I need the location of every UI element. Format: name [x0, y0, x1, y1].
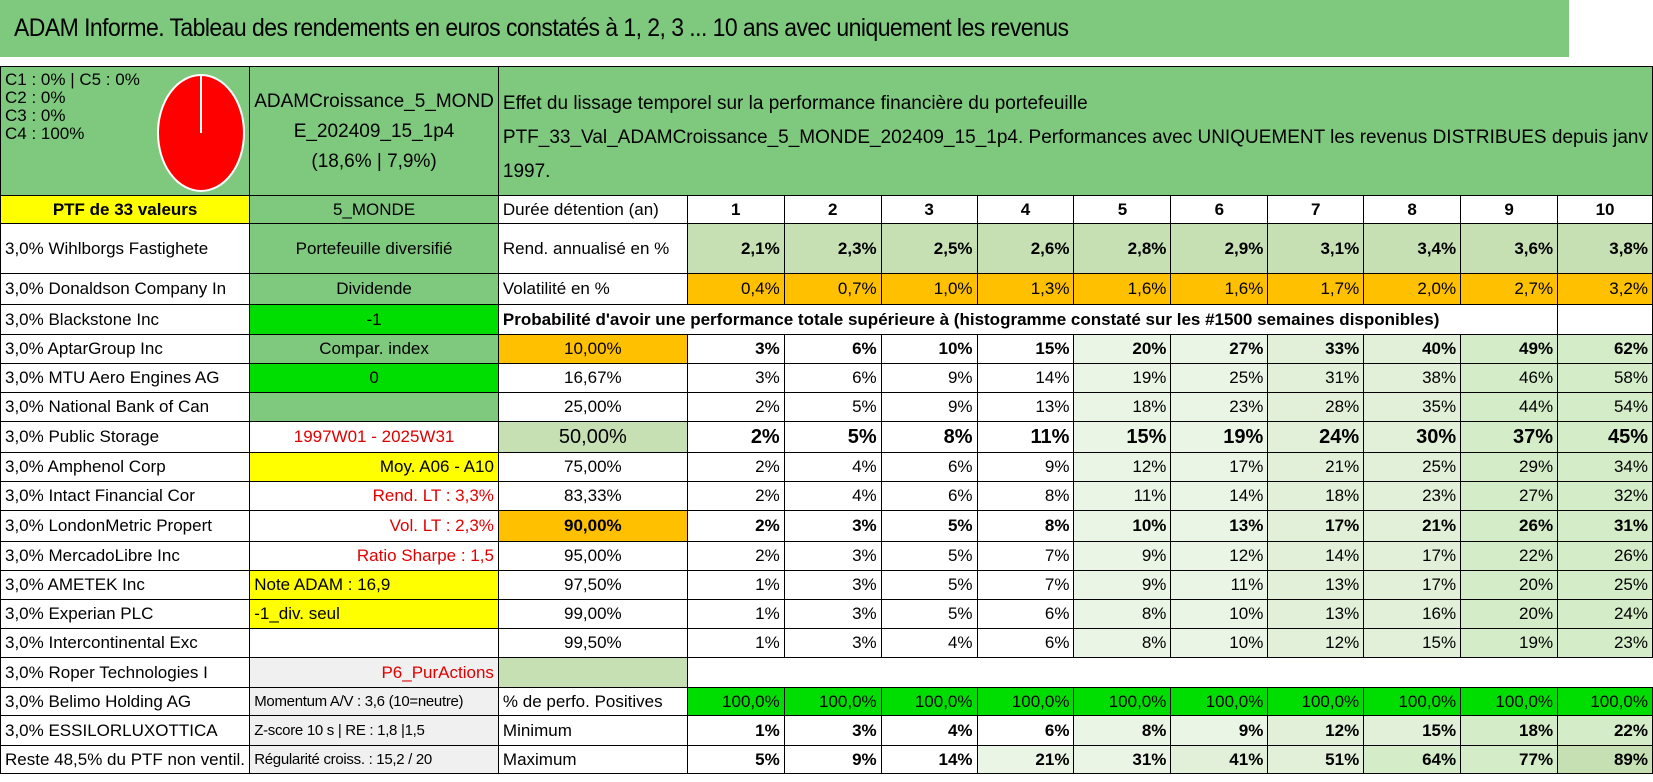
proba-value: 13% — [1268, 600, 1364, 629]
proba-value: 23% — [1558, 629, 1653, 658]
proba-value: 37% — [1461, 422, 1558, 453]
holding-row: 3,0% Intact Financial Cor — [1, 482, 250, 511]
rend-value: 2,9% — [1171, 224, 1268, 274]
proba-label-spacer — [1558, 305, 1653, 335]
max-value: 31% — [1074, 746, 1171, 774]
proba-value: 17% — [1364, 542, 1461, 571]
proba-value: 3% — [687, 335, 784, 364]
proba-value: 27% — [1171, 335, 1268, 364]
proba-value: 62% — [1558, 335, 1653, 364]
proba-value: 9% — [881, 393, 977, 422]
proba-value: 7% — [977, 571, 1074, 600]
holding-row: 3,0% Experian PLC — [1, 600, 250, 629]
proba-value: 25% — [1364, 453, 1461, 482]
min-value: 3% — [784, 716, 881, 746]
min-value: 15% — [1364, 716, 1461, 746]
rend-value: 2,6% — [977, 224, 1074, 274]
rend-value: 3,4% — [1364, 224, 1461, 274]
proba-value: 45% — [1558, 422, 1653, 453]
proba-value: 5% — [784, 422, 881, 453]
year-header: 2 — [784, 196, 881, 224]
proba-value: 26% — [1558, 542, 1653, 571]
proba-value: 5% — [881, 571, 977, 600]
proba-value: 23% — [1364, 482, 1461, 511]
proba-value: 8% — [881, 422, 977, 453]
vol-value: 2,7% — [1461, 274, 1558, 305]
max-value: 77% — [1461, 746, 1558, 774]
proba-threshold: 25,00% — [498, 393, 687, 422]
holding-row: 3,0% Public Storage — [1, 422, 250, 453]
proba-value: 6% — [784, 335, 881, 364]
proba-value: 2% — [687, 511, 784, 542]
proba-value: 12% — [1074, 453, 1171, 482]
proba-value: 9% — [977, 453, 1074, 482]
proba-value: 5% — [784, 393, 881, 422]
proba-value: 24% — [1558, 600, 1653, 629]
proba-value: 14% — [1171, 482, 1268, 511]
proba-value: 14% — [1268, 542, 1364, 571]
pos-value: 100,0% — [1461, 688, 1558, 716]
ptf-count-label: PTF de 33 valeurs — [1, 196, 250, 224]
vol-value: 0,7% — [784, 274, 881, 305]
min-value: 4% — [881, 716, 977, 746]
composition-cell — [1, 67, 250, 196]
proba-value: 11% — [1074, 482, 1171, 511]
vol-value: 1,3% — [977, 274, 1074, 305]
proba-value: 2% — [687, 542, 784, 571]
min-value: 9% — [1171, 716, 1268, 746]
max-value: 51% — [1268, 746, 1364, 774]
proba-value: 30% — [1364, 422, 1461, 453]
note-adam-label: Note ADAM : 16,9 — [250, 571, 499, 600]
pos-value: 100,0% — [1074, 688, 1171, 716]
proba-value: 6% — [977, 629, 1074, 658]
proba-value: 5% — [881, 511, 977, 542]
vol-value: 1,0% — [881, 274, 977, 305]
proba-threshold: 99,00% — [498, 600, 687, 629]
proba-value: 3% — [784, 542, 881, 571]
composition-c1-c5: C1 : 0% | C5 : 0% — [5, 70, 140, 89]
proba-value: 19% — [1171, 422, 1268, 453]
proba-value: 20% — [1461, 600, 1558, 629]
holding-row: 3,0% Intercontinental Exc — [1, 629, 250, 658]
indicator-minus-one: -1 — [250, 305, 499, 335]
proba-value: 19% — [1074, 364, 1171, 393]
pos-value: 100,0% — [687, 688, 784, 716]
proba-value: 15% — [1074, 422, 1171, 453]
proba-value: 26% — [1461, 511, 1558, 542]
max-label: Maximum — [498, 746, 687, 774]
performance-table — [0, 66, 1653, 774]
pos-label: % de perfo. Positives — [498, 688, 687, 716]
proba-value: 31% — [1558, 511, 1653, 542]
vol-value: 1,6% — [1074, 274, 1171, 305]
holding-row: 3,0% AptarGroup Inc — [1, 335, 250, 364]
holding-row: 3,0% Donaldson Company In — [1, 274, 250, 305]
proba-value: 21% — [1268, 453, 1364, 482]
rend-label: Rend. annualisé en % — [498, 224, 687, 274]
min-value: 18% — [1461, 716, 1558, 746]
year-header: 10 — [1558, 196, 1653, 224]
proba-value: 44% — [1461, 393, 1558, 422]
proba-value: 3% — [784, 629, 881, 658]
rend-value: 2,8% — [1074, 224, 1171, 274]
vol-value: 1,7% — [1268, 274, 1364, 305]
year-header: 6 — [1171, 196, 1268, 224]
dividend-label: Dividende — [250, 274, 499, 305]
rend-value: 2,5% — [881, 224, 977, 274]
proba-value: 3% — [784, 511, 881, 542]
proba-value: 8% — [977, 511, 1074, 542]
year-header: 5 — [1074, 196, 1171, 224]
rend-value: 2,1% — [687, 224, 784, 274]
description-line3: 1997. — [502, 161, 551, 182]
portfolio-name-line1: ADAMCroissance_5_MOND — [254, 91, 494, 112]
composition-c4: C4 : 100% — [5, 124, 85, 143]
proba-threshold: 95,00% — [498, 542, 687, 571]
proba-value: 22% — [1461, 542, 1558, 571]
proba-value: 4% — [881, 629, 977, 658]
proba-threshold: 97,50% — [498, 571, 687, 600]
description-line1: Effet du lissage temporel sur la performance financière du portefeuille — [502, 93, 1088, 114]
max-value: 64% — [1364, 746, 1461, 774]
holding-row: 3,0% Belimo Holding AG — [1, 688, 250, 716]
sharpe-label: Ratio Sharpe : 1,5 — [250, 542, 499, 571]
proba-value: 12% — [1268, 629, 1364, 658]
rend-value: 3,1% — [1268, 224, 1364, 274]
proba-value: 10% — [1074, 511, 1171, 542]
max-value: 5% — [687, 746, 784, 774]
proba-value: 9% — [1074, 542, 1171, 571]
description-line2: PTF_33_Val_ADAMCroissance_5_MONDE_202409_15_1p4. Performances avec UNIQUEMENT les revenus DISTRIBUES depuis janv — [502, 127, 1648, 148]
proba-value: 17% — [1364, 571, 1461, 600]
holding-row: 3,0% MercadoLibre Inc — [1, 542, 250, 571]
proba-value: 3% — [784, 600, 881, 629]
vol-value: 1,6% — [1171, 274, 1268, 305]
proba-value: 2% — [687, 422, 784, 453]
empty-info-cell — [250, 393, 499, 422]
proba-value: 7% — [977, 542, 1074, 571]
holding-row: Reste 48,5% du PTF non ventil. — [1, 746, 250, 774]
proba-label: Probabilité d'avoir une performance totale supérieure à (histogramme constaté sur les #1500 semaines disponibles) — [498, 305, 1557, 335]
year-header: 8 — [1364, 196, 1461, 224]
proba-value: 14% — [977, 364, 1074, 393]
min-value: 22% — [1558, 716, 1653, 746]
proba-value: 10% — [1171, 629, 1268, 658]
proba-threshold: 90,00% — [498, 511, 687, 542]
momentum-label: Momentum A/V : 3,6 (10=neutre) — [250, 688, 499, 716]
proba-value: 33% — [1268, 335, 1364, 364]
zscore-label: Z-score 10 s | RE : 1,8 |1,5 — [250, 716, 499, 746]
proba-value: 34% — [1558, 453, 1653, 482]
proba-value: 29% — [1461, 453, 1558, 482]
proba-threshold: 10,00% — [498, 335, 687, 364]
proba-threshold: 50,00% — [498, 422, 687, 453]
min-value: 12% — [1268, 716, 1364, 746]
composition-c2: C2 : 0% — [5, 88, 66, 107]
empty-info-cell — [250, 629, 499, 658]
proba-value: 9% — [1074, 571, 1171, 600]
proba-value: 24% — [1268, 422, 1364, 453]
proba-value: 25% — [1558, 571, 1653, 600]
proba-value: 8% — [977, 482, 1074, 511]
proba-value: 40% — [1364, 335, 1461, 364]
proba-value: 1% — [687, 571, 784, 600]
proba-value: 17% — [1268, 511, 1364, 542]
proba-value: 15% — [1364, 629, 1461, 658]
max-value: 89% — [1558, 746, 1653, 774]
compar-index-label: Compar. index — [250, 335, 499, 364]
holding-row: 3,0% ESSILORLUXOTTICA — [1, 716, 250, 746]
proba-value: 25% — [1171, 364, 1268, 393]
zone-label: 5_MONDE — [250, 196, 499, 224]
min-value: 8% — [1074, 716, 1171, 746]
vol-value: 2,0% — [1364, 274, 1461, 305]
proba-value: 5% — [881, 542, 977, 571]
empty-spacer — [687, 658, 1652, 688]
duration-label: Durée détention (an) — [498, 196, 687, 224]
holding-row: 3,0% Blackstone Inc — [1, 305, 250, 335]
proba-value: 58% — [1558, 364, 1653, 393]
div-seul-label: -1_div. seul — [250, 600, 499, 629]
proba-value: 20% — [1074, 335, 1171, 364]
proba-value: 1% — [687, 600, 784, 629]
proba-value: 2% — [687, 393, 784, 422]
proba-value: 6% — [977, 600, 1074, 629]
proba-value: 23% — [1171, 393, 1268, 422]
moy-label: Moy. A06 - A10 — [250, 453, 499, 482]
proba-value: 46% — [1461, 364, 1558, 393]
pos-value: 100,0% — [784, 688, 881, 716]
proba-value: 13% — [1268, 571, 1364, 600]
proba-value: 16% — [1364, 600, 1461, 629]
proba-value: 38% — [1364, 364, 1461, 393]
proba-value: 3% — [687, 364, 784, 393]
proba-value: 4% — [784, 453, 881, 482]
proba-value: 8% — [1074, 629, 1171, 658]
title-bar — [0, 0, 1569, 61]
holding-row: 3,0% AMETEK Inc — [1, 571, 250, 600]
proba-value: 6% — [881, 482, 977, 511]
proba-value: 11% — [1171, 571, 1268, 600]
proba-value: 8% — [1074, 600, 1171, 629]
holding-row: 3,0% LondonMetric Propert — [1, 511, 250, 542]
rend-value: 3,6% — [1461, 224, 1558, 274]
holding-row: 3,0% Amphenol Corp — [1, 453, 250, 482]
pos-value: 100,0% — [1268, 688, 1364, 716]
proba-value: 2% — [687, 453, 784, 482]
vol-lt-label: Vol. LT : 2,3% — [250, 511, 499, 542]
proba-value: 21% — [1364, 511, 1461, 542]
portfolio-name-line2: E_202409_15_1p4 — [293, 121, 455, 142]
proba-value: 27% — [1461, 482, 1558, 511]
portfolio-name-stats: (18,6% | 7,9%) — [311, 151, 437, 172]
proba-value: 13% — [1171, 511, 1268, 542]
portfolio-name-cell — [250, 67, 499, 196]
proba-threshold: 16,67% — [498, 364, 687, 393]
pos-value: 100,0% — [881, 688, 977, 716]
composition-pie-chart — [156, 72, 246, 194]
proba-value: 19% — [1461, 629, 1558, 658]
proba-value: 3% — [784, 571, 881, 600]
proba-value: 5% — [881, 600, 977, 629]
proba-value: 15% — [977, 335, 1074, 364]
regularite-label: Régularité croiss. : 15,2 / 20 — [250, 746, 499, 774]
holding-row: 3,0% MTU Aero Engines AG — [1, 364, 250, 393]
proba-value: 18% — [1268, 482, 1364, 511]
holding-row: 3,0% Wihlborgs Fastighete — [1, 224, 250, 274]
max-value: 21% — [977, 746, 1074, 774]
pos-value: 100,0% — [1364, 688, 1461, 716]
proba-value: 32% — [1558, 482, 1653, 511]
year-header: 3 — [881, 196, 977, 224]
empty-highlight-cell — [498, 658, 687, 688]
proba-value: 2% — [687, 482, 784, 511]
page-title: ADAM Informe. Tableau des rendements en euros constatés à 1, 2, 3 ... 10 ans avec uniquement les revenus — [14, 14, 1069, 42]
proba-value: 6% — [784, 364, 881, 393]
proba-value: 17% — [1171, 453, 1268, 482]
min-value: 6% — [977, 716, 1074, 746]
proba-value: 11% — [977, 422, 1074, 453]
proba-value: 18% — [1074, 393, 1171, 422]
year-header: 1 — [687, 196, 784, 224]
proba-value: 49% — [1461, 335, 1558, 364]
rend-value: 2,3% — [784, 224, 881, 274]
period-label: 1997W01 - 2025W31 — [250, 422, 499, 453]
proba-value: 28% — [1268, 393, 1364, 422]
year-header: 4 — [977, 196, 1074, 224]
max-value: 41% — [1171, 746, 1268, 774]
proba-value: 4% — [784, 482, 881, 511]
rend-value: 3,8% — [1558, 224, 1653, 274]
proba-value: 13% — [977, 393, 1074, 422]
rend-lt-label: Rend. LT : 3,3% — [250, 482, 499, 511]
vol-label: Volatilité en % — [498, 274, 687, 305]
proba-threshold: 83,33% — [498, 482, 687, 511]
vol-value: 0,4% — [687, 274, 784, 305]
diversified-label: Portefeuille diversifié — [250, 224, 499, 274]
proba-value: 10% — [881, 335, 977, 364]
year-header: 9 — [1461, 196, 1558, 224]
proba-threshold: 75,00% — [498, 453, 687, 482]
proba-value: 10% — [1171, 600, 1268, 629]
min-value: 1% — [687, 716, 784, 746]
max-value: 14% — [881, 746, 977, 774]
proba-value: 35% — [1364, 393, 1461, 422]
pos-value: 100,0% — [1171, 688, 1268, 716]
year-header: 7 — [1268, 196, 1364, 224]
proba-value: 1% — [687, 629, 784, 658]
description-cell — [498, 67, 1652, 196]
proba-value: 9% — [881, 364, 977, 393]
proba-value: 6% — [881, 453, 977, 482]
pos-value: 100,0% — [1558, 688, 1653, 716]
vol-value: 3,2% — [1558, 274, 1653, 305]
holding-row: 3,0% National Bank of Can — [1, 393, 250, 422]
proba-value: 20% — [1461, 571, 1558, 600]
proba-value: 31% — [1268, 364, 1364, 393]
max-value: 9% — [784, 746, 881, 774]
proba-value: 54% — [1558, 393, 1653, 422]
p6-label: P6_PurActions — [250, 658, 499, 688]
proba-threshold: 99,50% — [498, 629, 687, 658]
indicator-zero: 0 — [250, 364, 499, 393]
proba-value: 12% — [1171, 542, 1268, 571]
composition-c3: C3 : 0% — [5, 106, 66, 125]
pos-value: 100,0% — [977, 688, 1074, 716]
holding-row: 3,0% Roper Technologies I — [1, 658, 250, 688]
min-label: Minimum — [498, 716, 687, 746]
